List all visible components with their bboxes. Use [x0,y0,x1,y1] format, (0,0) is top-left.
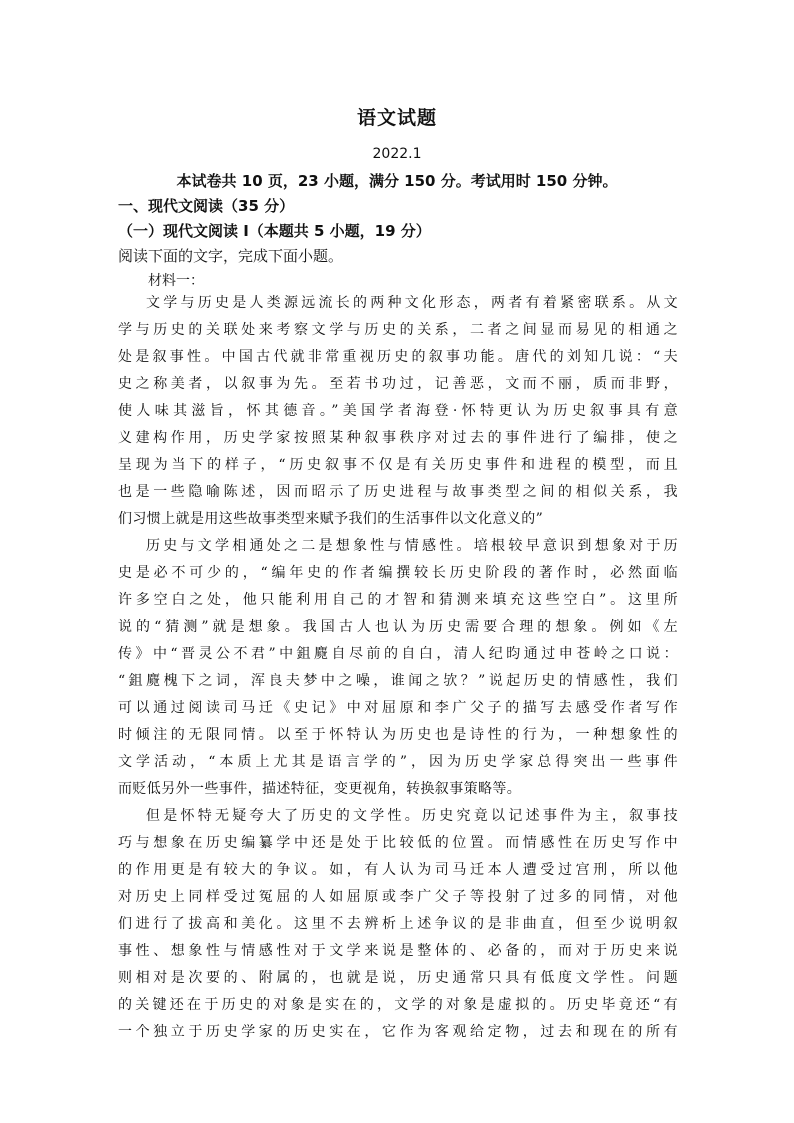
article-body [118,290,678,1046]
text-line: 时倾注的无限同情。以至于怀特认为历史也是诗性的行为，一种想象性的 [118,727,678,743]
text-line: 传》中“晋灵公不君”中鉏麑自尽前的自白，清人纪昀通过申苍岭之口说： [118,646,678,662]
text-line: 巧与想象在历史编纂学中还是处于比较低的位置。而情感性在历史写作中 [118,835,678,851]
exam-intro: 本试卷共 10 页，23 小题，满分 150 分。考试用时 150 分钟。 [176,172,618,190]
text-line: 使人味其滋旨，怀其德音。”美国学者海登·怀特更认为历史叙事具有意 [118,403,678,419]
subsection-heading: （一）现代文阅读 I（本题共 5 小题，19 分） [118,222,431,240]
text-line: 史之称美者，以叙事为先。至若书功过，记善恶，文而不丽，质而非野， [118,376,678,392]
text-line: “鉏麑槐下之词，浑良夫梦中之噪，谁闻之欤？”说起历史的情感性，我们 [118,673,678,689]
exam-date: 2022.1 [372,146,422,162]
text-line: 也是一些隐喻陈述，因而昭示了历史进程与故事类型之间的相似关系，我 [118,484,678,500]
text-line: 则相对是次要的、附属的，也就是说，历史通常只具有低度文学性。问题 [118,970,678,986]
exam-title: 语文试题 [356,107,437,129]
text-line: 可以通过阅读司马迁《史记》中对屈原和李广父子的描写去感受作者写作 [118,700,678,716]
text-line: 而贬低另外一些事件，描述特征，变更视角，转换叙事策略等。 [118,781,522,797]
text-line: 但是怀特无疑夸大了历史的文学性。历史究竟以记述事件为主，叙事技 [146,808,678,824]
text-line: 义建构作用，历史学家按照某种叙事秩序对过去的事件进行了编排，使之 [118,430,678,446]
text-line: 学与历史的关联处来考察文学与历史的关系，二者之间显而易见的相通之 [118,322,678,338]
text-line: 呈现为当下的样子，“历史叙事不仅是有关历史事件和进程的模型，而且 [118,457,678,473]
text-line: 对历史上同样受过冤屈的人如屈原或李广父子等投射了过多的同情，对他 [118,889,678,905]
text-line: 一个独立于历史学家的历史实在，它作为客观给定物，过去和现在的所有 [118,1024,678,1040]
text-line: 许多空白之处，他只能利用自己的才智和猜测来填充这些空白”。这里所 [118,592,678,608]
material-label: 材料一： [148,273,204,289]
text-line: 历史与文学相通处之二是想象性与情感性。培根较早意识到想象对于历 [146,538,678,554]
reading-instruction: 阅读下面的文字，完成下面小题。 [118,247,344,265]
text-line: 事性、想象性与情感性对于文学来说是整体的、必备的，而对于历史来说 [118,943,678,959]
text-line: 的关键还在于历史的对象是实在的，文学的对象是虚拟的。历史毕竟还“有 [118,997,678,1013]
text-line: 们进行了拔高和美化。这里不去辨析上述争议的是非曲直，但至少说明叙 [118,916,678,932]
section-heading: 一、现代文阅读（35 分） [118,197,295,215]
paragraph [118,290,678,533]
text-line: 说的“猜测”就是想象。我国古人也认为历史需要合理的想象。例如《左 [118,619,678,635]
text-line: 处是叙事性。中国古代就非常重视历史的叙事功能。唐代的刘知几说：“夫 [118,349,678,365]
text-line: 的作用更是有较大的争议。如，有人认为司马迁本人遭受过宫刑，所以他 [118,862,678,878]
paragraph [118,533,678,803]
text-line: 文学与历史是人类源远流长的两种文化形态，两者有着紧密联系。从文 [146,295,678,311]
paragraph [118,803,678,1046]
text-line: 文学活动，“本质上尤其是语言学的”，因为历史学家总得突出一些事件 [118,754,678,770]
text-line: 们习惯上就是用这些故事类型来赋予我们的生活事件以文化意义的” [118,511,544,527]
text-line: 史是必不可少的，“编年史的作者编撰较长历史阶段的著作时，必然面临 [118,565,678,581]
